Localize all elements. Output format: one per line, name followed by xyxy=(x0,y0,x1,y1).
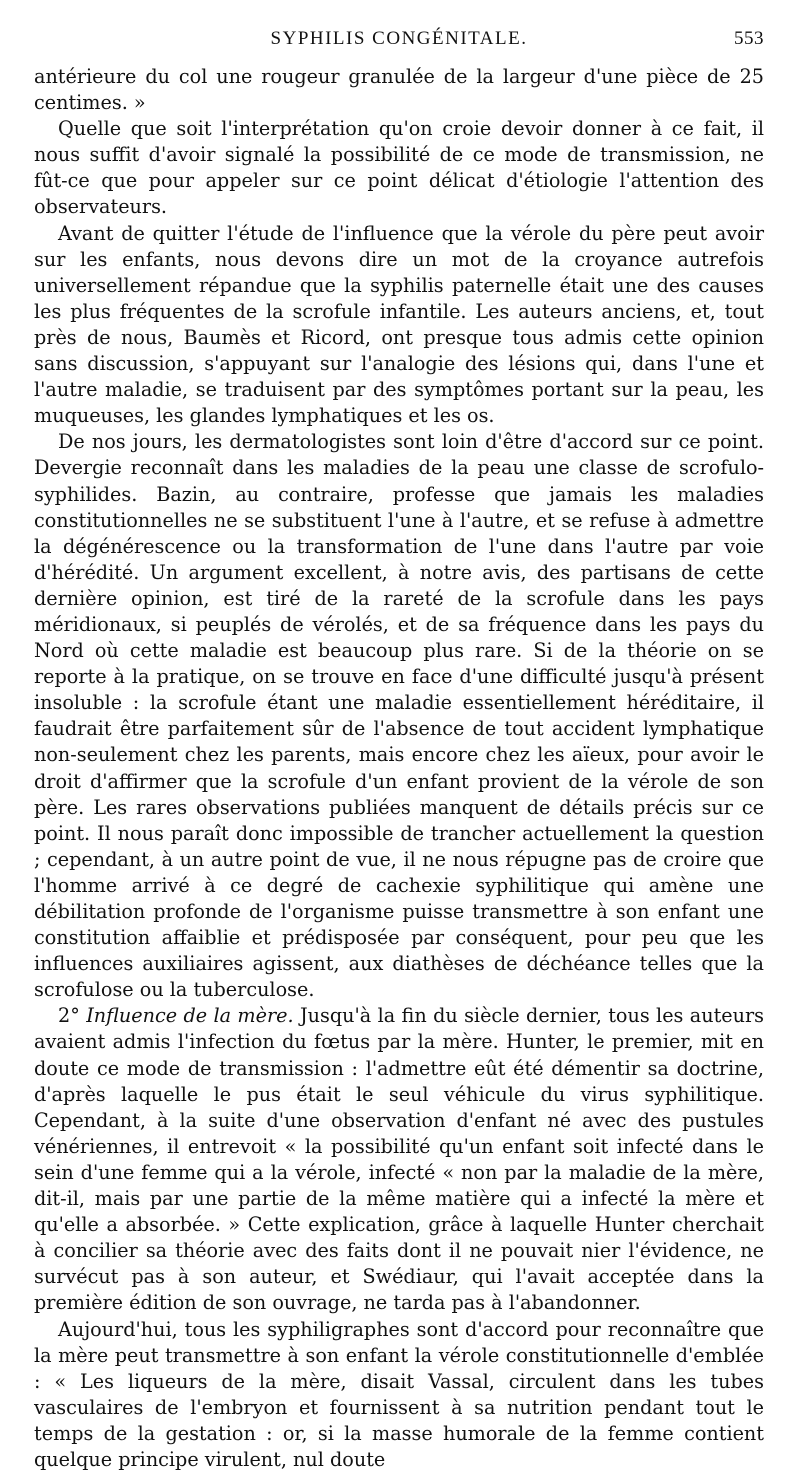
paragraph-section-mother xyxy=(34,1003,764,1316)
running-title: SYPHILIS CONGÉNITALE. xyxy=(34,28,764,50)
section-heading: Influence de la mère. xyxy=(86,1004,293,1027)
paragraph xyxy=(34,429,764,1003)
paragraph-text: De nos jours, les dermatologistes sont loin d'être d'accord sur ce point. Devergie reconnaît dans les maladies de la peau une classe de scrofulo-syphilides. Bazin, au contraire, professe que jamais les maladies constitutionnelles ne se substituent l'une à l'autre, et se refuse à admettre la dégénérescence ou la transformation de l'une dans l'autre par voie d'hérédité. Un argument excellent, à notre avis, des partisans de cette dernière opinion, est tiré de la rareté de la scrofule dans les pays méridionaux, si peuplés de vérolés, et de sa fréquence dans les pays du Nord où cette maladie est beaucoup plus rare. Si de la théorie on se reporte à la pratique, on se trouve en face d'une difficulté jusqu'à présent insoluble : la scrofule étant une maladie essentiellement héréditaire, il faudrait être parfaitement sûr de l'absence de tout accident lymphatique non-seulement chez les parents, mais encore chez les aïeux, pour avoir le droit d'affirmer que la scrofule d'un enfant provient de la vérole de son père. Les rares observations publiées manquent de détails précis sur ce point. Il nous paraît donc impossible de trancher actuellement la question ; cependant, à un autre point de vue, il ne nous répugne pas de croire que l'homme arrivé à ce degré de cachexie syphilitique qui amène une débilitation profonde de l'organisme puisse transmettre à son enfant une constitution affaiblie et prédisposée par conséquent, pour peu que les influences auxiliaires agissent, aux diathèses de déchéance telles que la scrofulose ou la tuberculose. xyxy=(34,430,764,1001)
paragraph-text: Jusqu'à la fin du siècle dernier, tous les auteurs avaient admis l'infection du fœtus par la mère. Hunter, le premier, mit en doute ce mode de transmission : l'admettre eût été démentir sa doctrine, d'après laquelle le pus était le seul véhicule du virus syphilitique. Cependant, à la suite d'une observation d'enfant né avec des pustules vénériennes, il entrevoit « la possibilité qu'un enfant soit infecté dans le sein d'une femme qui a la vérole, infecté « non par la maladie de la mère, dit-il, mais par une partie de la même matière qui a infecté la mère et qu'elle a absorbée. » Cette explication, grâce à laquelle Hunter cherchait à concilier sa théorie avec des faits dont il ne pouvait nier l'évidence, ne survécut pas à son auteur, et Swédiaur, qui l'avait acceptée dans la première édition de son ouvrage, ne tarda pas à l'abandonner. xyxy=(34,1004,764,1314)
paragraph xyxy=(34,221,764,430)
paragraph-text: antérieure du col une rougeur granulée de la largeur d'une pièce de 25 centimes. » xyxy=(34,65,764,114)
running-head xyxy=(34,28,764,54)
paragraph-text: Quelle que soit l'interprétation qu'on croie devoir donner à ce fait, il nous suffit d'avoir signalé la possibilité de ce mode de transmission, ne fût-ce que pour appeler sur ce point délicat d'étiologie l'attention des observateurs. xyxy=(34,117,764,218)
paragraph-text: Aujourd'hui, tous les syphiligraphes sont d'accord pour reconnaître que la mère peut transmettre à son enfant la vérole constitutionnelle d'emblée : « Les liqueurs de la mère, disait Vassal, circulent dans les tubes vasculaires de l'embryon et fournissent à sa nutrition pendant tout le temps de la gestation : or, si la masse humorale de la femme contient quelque principe virulent, nul doute xyxy=(34,1318,764,1471)
paragraph xyxy=(34,116,764,220)
paragraph xyxy=(34,1317,764,1473)
body-text xyxy=(34,64,764,1473)
paragraph-text: Avant de quitter l'étude de l'influence que la vérole du père peut avoir sur les enfants, nous devons dire un mot de la croyance autrefois universellement répandue que la syphilis paternelle était une des causes les plus fréquentes de la scrofule infantile. Les auteurs anciens, et, tout près de nous, Baumès et Ricord, ont presque tous admis cette opinion sans discussion, s'appuyant sur l'analogie des lésions qui, dans l'une et l'autre maladie, se traduisent par des symptômes portant sur la peau, les muqueuses, les glandes lymphatiques et les os. xyxy=(34,222,764,428)
page-number: 553 xyxy=(734,28,764,50)
paragraph-continuation xyxy=(34,64,764,116)
section-number: 2° xyxy=(58,1004,86,1027)
